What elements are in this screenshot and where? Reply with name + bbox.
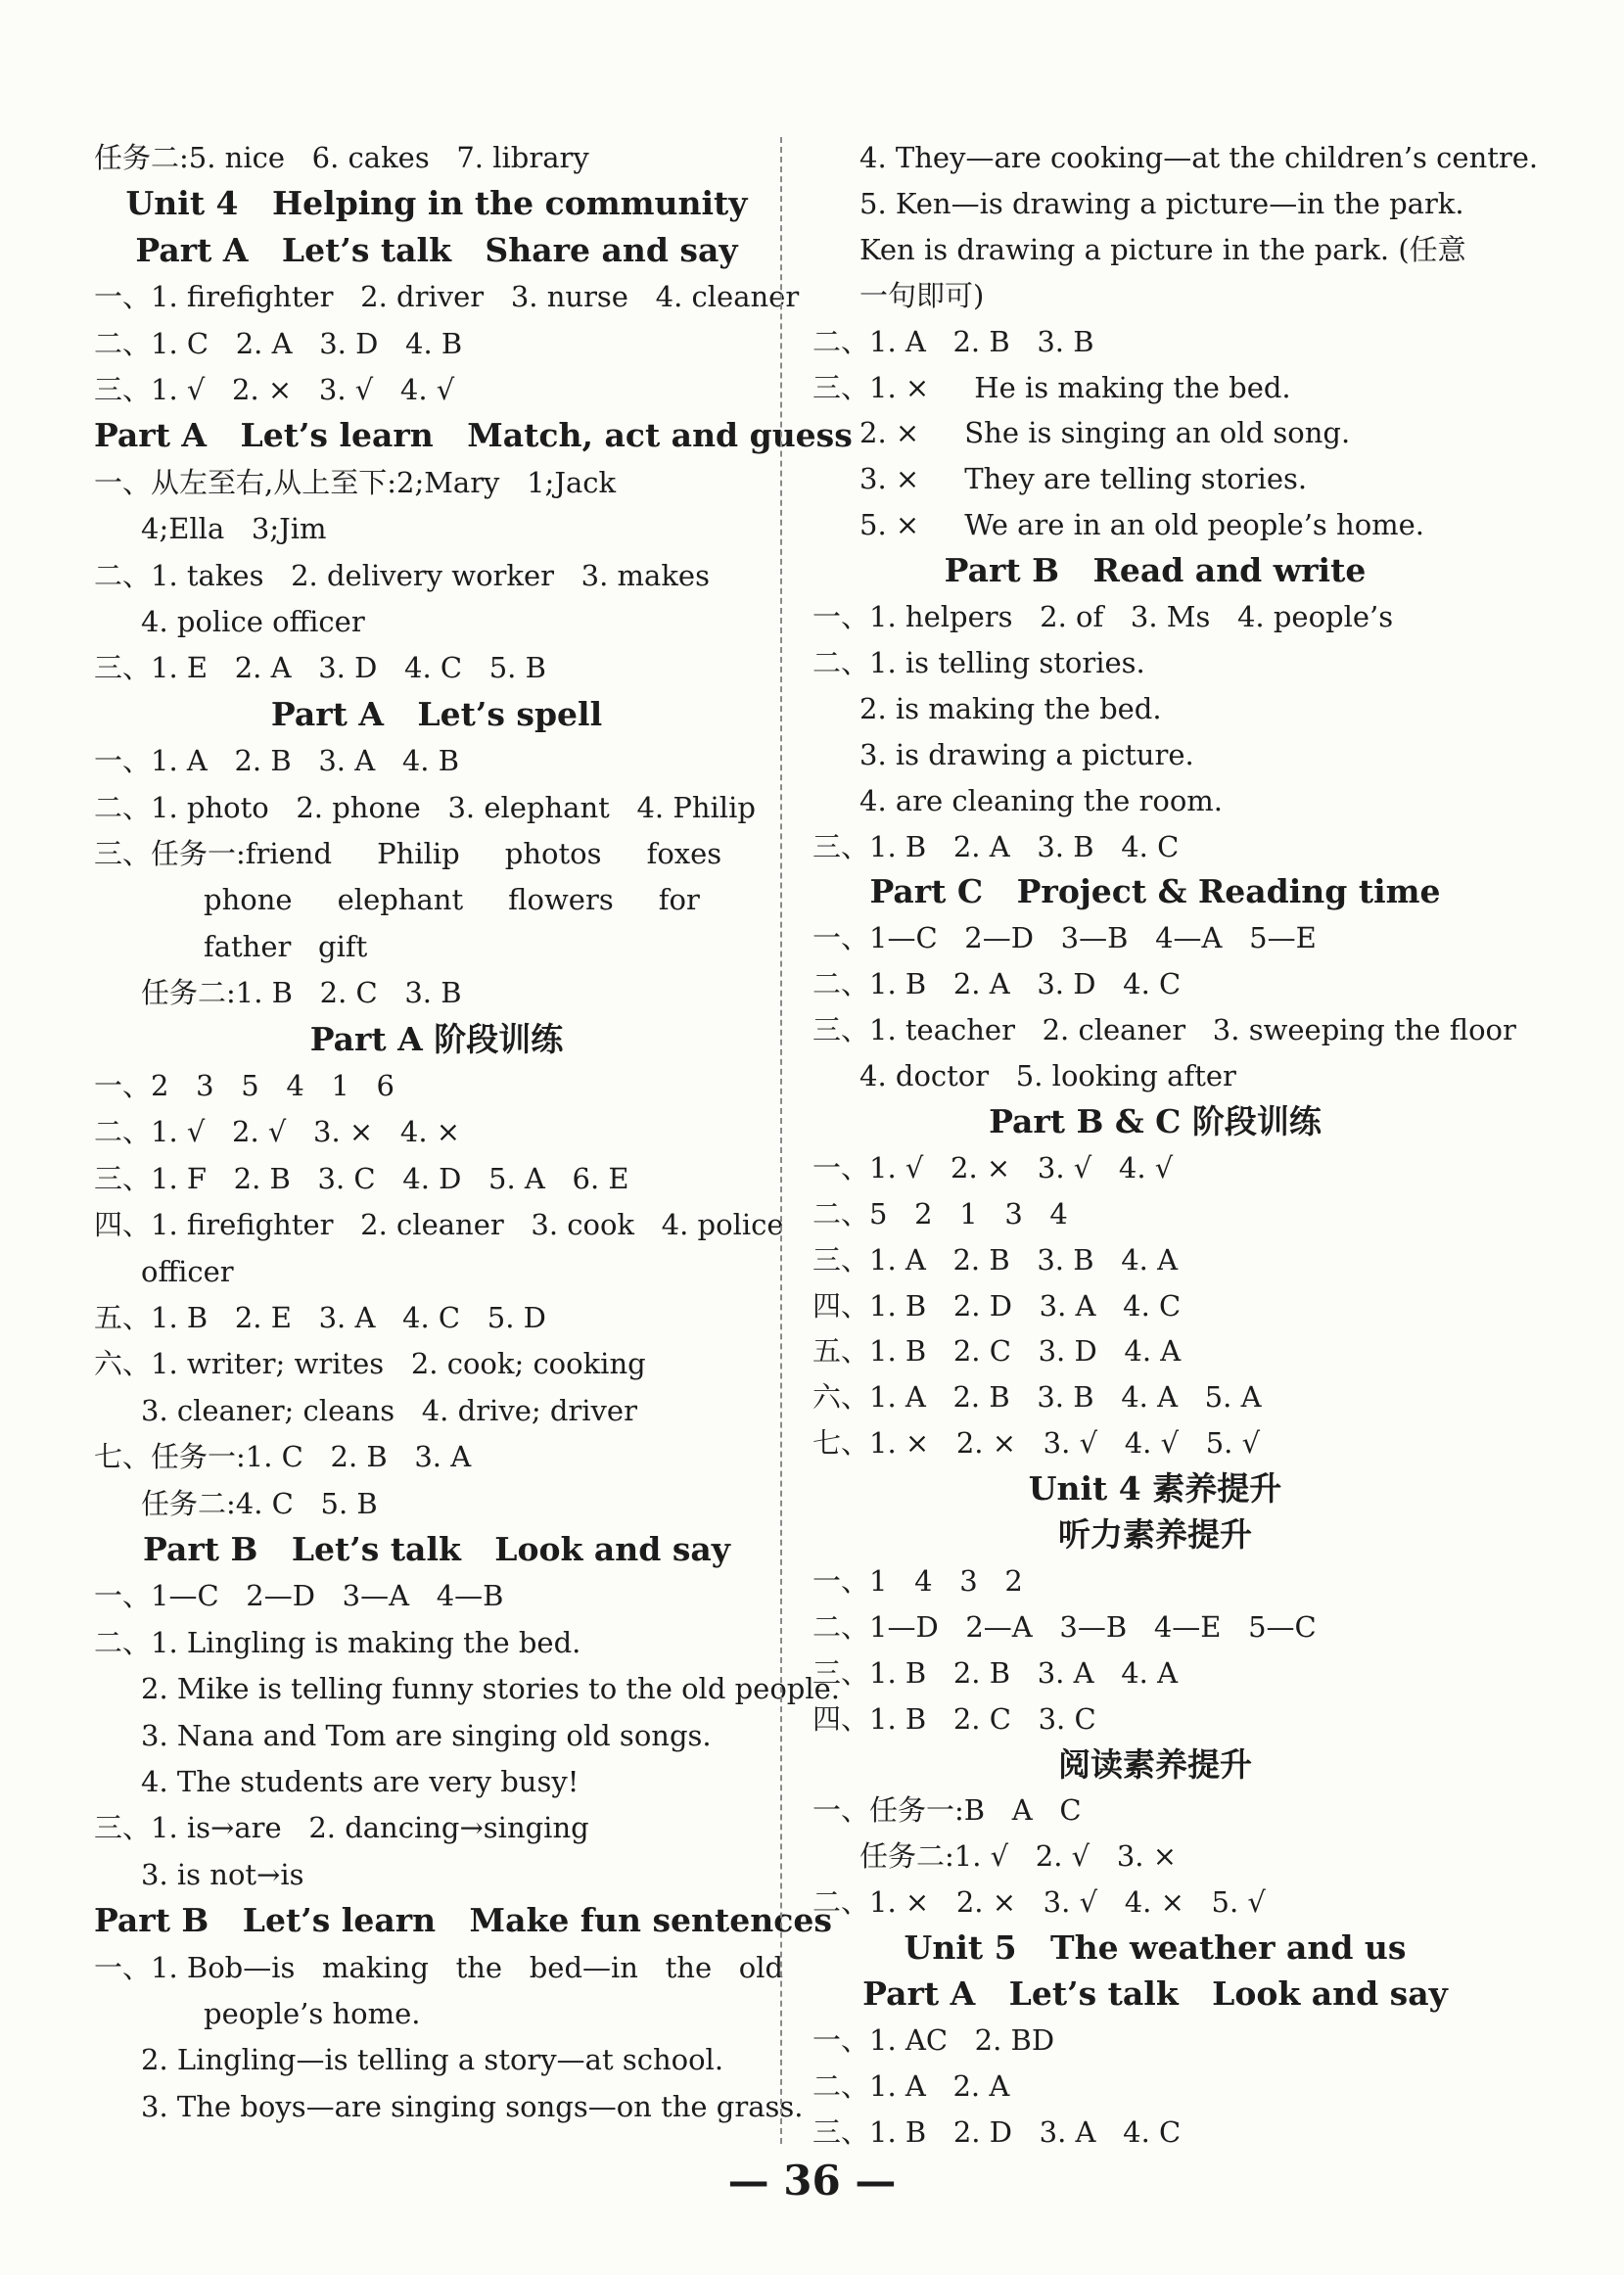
answer-line: 二、1—D 2—A 3—B 4—E 5—C: [812, 1609, 1317, 1644]
answer-line: 3. × They are telling stories.: [859, 462, 1308, 496]
answer-line: 任务二:5. nice 6. cakes 7. library: [94, 141, 589, 174]
answer-line: 一、任务一:B A C: [812, 1793, 1082, 1828]
answer-line: 六、1. writer; writes 2. cook; cooking: [94, 1347, 646, 1381]
answer-line: 一、2 3 5 4 1 6: [94, 1069, 394, 1102]
answer-line: 四、1. firefighter 2. cleaner 3. cook 4. police: [94, 1208, 784, 1242]
answer-line: 三、1. teacher 2. cleaner 3. sweeping the floor: [812, 1013, 1516, 1047]
page-number-value: 36: [783, 2157, 841, 2205]
answer-line: 五、1. B 2. E 3. A 4. C 5. D: [94, 1301, 546, 1334]
answer-line: 一、1. helpers 2. of 3. Ms 4. people’s: [812, 600, 1394, 633]
answer-line: 一、1—C 2—D 3—B 4—A 5—E: [812, 921, 1317, 955]
answer-line: 二、1. × 2. × 3. √ 4. × 5. √: [812, 1885, 1266, 1920]
answer-line: 2. is making the bed.: [859, 691, 1162, 725]
answer-line: 四、1. B 2. D 3. A 4. C: [812, 1288, 1182, 1323]
answer-line: 4. are cleaning the room.: [859, 783, 1224, 817]
section-heading: 听力素养提升: [1058, 1515, 1252, 1554]
answer-line: 3. The boys—are singing songs—on the grass.: [141, 2089, 804, 2123]
answer-line: 三、1. A 2. B 3. B 4. A: [812, 1242, 1179, 1277]
answer-line: 三、1. B 2. D 3. A 4. C: [812, 2114, 1182, 2149]
answer-line: 一、1. Bob—is making the bed—in the old: [94, 1950, 784, 1984]
answer-line: 4. They—are cooking—at the children’s centre.: [859, 141, 1539, 174]
answer-line: 一句即可): [859, 278, 985, 312]
answer-line: 三、1. √ 2. × 3. √ 4. √: [94, 373, 455, 406]
answer-line: 二、1. A 2. B 3. B: [812, 324, 1094, 358]
section-heading: Part B & C 阶段训练: [989, 1101, 1322, 1140]
answer-line: 三、1. F 2. B 3. C 4. D 5. A 6. E: [94, 1161, 629, 1195]
answer-line: father gift: [204, 929, 368, 963]
answer-line: 4;Ella 3;Jim: [141, 512, 327, 546]
column-divider: [780, 137, 782, 2144]
answer-line: 二、1. C 2. A 3. D 4. B: [94, 326, 463, 360]
answer-line: 二、5 2 1 3 4: [812, 1196, 1068, 1230]
answer-line: 三、1. B 2. B 3. A 4. A: [812, 1655, 1179, 1690]
answer-line: 一、1 4 3 2: [812, 1563, 1023, 1598]
answer-line: 5. × We are in an old people’s home.: [859, 508, 1425, 542]
answer-line: officer: [141, 1254, 234, 1288]
answer-line: 任务二:1. √ 2. √ 3. ×: [859, 1839, 1177, 1874]
answer-line: 三、任务一:friend Philip photos foxes: [94, 837, 722, 870]
answer-line: 2. Lingling—is telling a story—at school.: [141, 2043, 724, 2077]
answer-line: 二、1. √ 2. √ 3. × 4. ×: [94, 1115, 461, 1149]
answer-line: 六、1. A 2. B 3. B 4. A 5. A: [812, 1380, 1262, 1415]
section-heading: Part A 阶段训练: [309, 1019, 564, 1058]
answer-line: 任务二:4. C 5. B: [141, 1486, 378, 1520]
answer-line: 三、1. is→are 2. dancing→singing: [94, 1811, 589, 1845]
answer-line: 一、1. AC 2. BD: [812, 2022, 1055, 2057]
answer-line: 二、1. Lingling is making the bed.: [94, 1625, 581, 1659]
section-heading: Part B Let’s talk Look and say: [143, 1530, 730, 1568]
answer-line: 5. Ken—is drawing a picture—in the park.: [859, 186, 1464, 220]
answer-line: 七、任务一:1. C 2. B 3. A: [94, 1440, 472, 1474]
answer-line: 三、1. B 2. A 3. B 4. C: [812, 829, 1180, 863]
answer-line: 任务二:1. B 2. C 3. B: [141, 976, 462, 1010]
section-heading: Unit 4 Helping in the community: [125, 184, 748, 223]
section-heading: Part A Let’s learn Match, act and guess: [94, 416, 853, 455]
answer-line: phone elephant flowers for: [204, 883, 700, 917]
answer-line: 一、1. firefighter 2. driver 3. nurse 4. cleaner: [94, 280, 800, 314]
answer-line: 4. police officer: [141, 605, 365, 638]
answer-line: 4. doctor 5. looking after: [859, 1059, 1236, 1092]
answer-line: 3. cleaner; cleans 4. drive; driver: [141, 1393, 637, 1427]
answer-line: 一、从左至右,从上至下:2;Mary 1;Jack: [94, 465, 617, 499]
answer-line: 4. The students are very busy!: [141, 1765, 580, 1798]
section-heading: Unit 5 The weather and us: [904, 1928, 1407, 1968]
answer-line: 二、1. photo 2. phone 3. elephant 4. Philip: [94, 790, 756, 824]
answer-line: 二、1. takes 2. delivery worker 3. makes: [94, 558, 710, 592]
answer-line: people’s home.: [204, 1997, 421, 2030]
answer-line: 3. Nana and Tom are singing old songs.: [141, 1718, 712, 1752]
answer-line: 2. Mike is telling funny stories to the old people.: [141, 1672, 841, 1706]
answer-line: 五、1. B 2. C 3. D 4. A: [812, 1334, 1182, 1369]
section-heading: Unit 4 素养提升: [1028, 1469, 1282, 1509]
answer-line: 一、1—C 2—D 3—A 4—B: [94, 1579, 504, 1613]
answer-line: 三、1. E 2. A 3. D 4. C 5. B: [94, 651, 546, 685]
answer-line: 一、1. A 2. B 3. A 4. B: [94, 744, 460, 778]
answer-line: 二、1. is telling stories.: [812, 645, 1145, 679]
answer-line: 二、1. A 2. A: [812, 2068, 1010, 2103]
section-heading: Part A Let’s talk Look and say: [862, 1974, 1448, 2013]
answer-line: 3. is drawing a picture.: [859, 737, 1194, 771]
section-heading: Part B Read and write: [944, 551, 1367, 590]
answer-line: 2. × She is singing an old song.: [859, 416, 1351, 450]
section-heading: 阅读素养提升: [1058, 1744, 1252, 1784]
answer-line: 二、1. B 2. A 3. D 4. C: [812, 967, 1182, 1001]
answer-line: 三、1. × He is making the bed.: [812, 370, 1291, 404]
answer-line: 四、1. B 2. C 3. C: [812, 1701, 1096, 1736]
answer-line: Ken is drawing a picture in the park. (任意: [859, 232, 1466, 266]
section-heading: Part C Project & Reading time: [869, 872, 1441, 911]
section-heading: Part B Let’s learn Make fun sentences: [94, 1901, 832, 1940]
answer-line: 一、1. √ 2. × 3. √ 4. √: [812, 1150, 1174, 1184]
answer-line: 3. is not→is: [141, 1857, 304, 1891]
page-number: — 36 —: [727, 2157, 897, 2205]
section-heading: Part A Let’s talk Share and say: [135, 230, 738, 269]
answer-line: 七、1. × 2. × 3. √ 4. √ 5. √: [812, 1426, 1261, 1461]
section-heading: Part A Let’s spell: [270, 694, 603, 733]
